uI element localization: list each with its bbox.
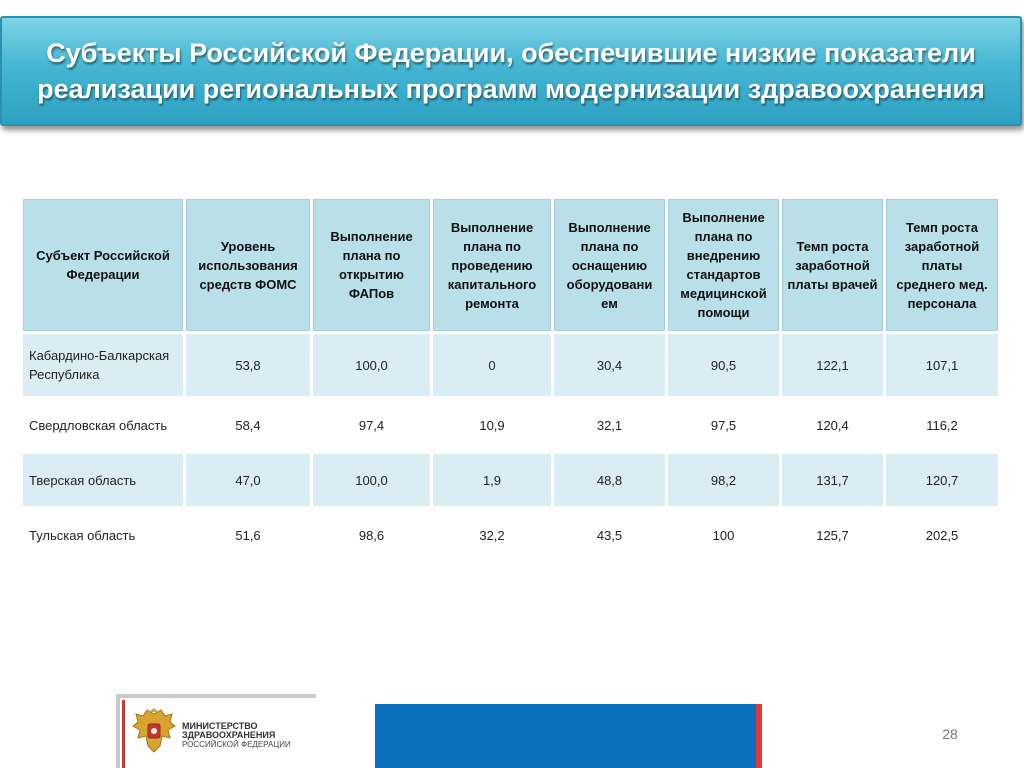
table-row: [23, 334, 998, 396]
table-row: [23, 454, 998, 506]
title-line-1: Субъекты Российской Федерации, обеспечившие низкие показатели: [46, 38, 976, 68]
header-nurse-salary: Темп роста заработной платы среднего мед. персонала: [886, 199, 998, 331]
table-cell: 97,4: [313, 399, 430, 451]
footer-blue-block: [375, 704, 756, 768]
table-cell: 51,6: [186, 509, 310, 561]
ministry-line-3: РОССИЙСКОЙ ФЕДЕРАЦИИ: [182, 740, 291, 749]
ministry-line-1: МИНИСТЕРСТВО: [182, 721, 258, 731]
header-equipment: Выполнение плана по оснащению оборудовани ем: [554, 199, 665, 331]
table-cell: 1,9: [433, 454, 551, 506]
table-row: [23, 399, 998, 451]
double-headed-eagle-emblem-icon: [132, 708, 176, 758]
table-cell: 122,1: [782, 334, 883, 396]
ministry-line-2: ЗДРАВООХРАНЕНИЯ: [182, 730, 276, 740]
table-cell: 125,7: [782, 509, 883, 561]
header-subject: Субъект Российской Федерации: [23, 199, 183, 331]
indicators-table-container: [20, 196, 998, 564]
header-standards: Выполнение плана по внедрению стандартов медицинской помощи: [668, 199, 779, 331]
header-foms-usage: Уровень использования средств ФОМС: [186, 199, 310, 331]
header-fap-opening: Выполнение плана по открытию ФАПов: [313, 199, 430, 331]
table-cell: 107,1: [886, 334, 998, 396]
footer-red-stripe: [756, 704, 762, 768]
table-cell: 131,7: [782, 454, 883, 506]
table-cell: 100,0: [313, 454, 430, 506]
table-cell: 98,6: [313, 509, 430, 561]
region-name: Тверская область: [23, 454, 183, 506]
table-cell: 120,7: [886, 454, 998, 506]
ministry-logo-text: [182, 722, 322, 749]
table-cell: 100,0: [313, 334, 430, 396]
region-name: Свердловская область: [23, 399, 183, 451]
table-cell: 48,8: [554, 454, 665, 506]
table-row: [23, 509, 998, 561]
table-cell: 32,1: [554, 399, 665, 451]
page-number: 28: [942, 726, 958, 742]
table-cell: 0: [433, 334, 551, 396]
table-cell: 43,5: [554, 509, 665, 561]
header-doctor-salary: Темп роста заработной платы врачей: [782, 199, 883, 331]
table-cell: 202,5: [886, 509, 998, 561]
table-cell: 97,5: [668, 399, 779, 451]
table-cell: 58,4: [186, 399, 310, 451]
region-name: Кабардино-Балкарская Республика: [23, 334, 183, 396]
table-cell: 53,8: [186, 334, 310, 396]
title-banner: [0, 16, 1022, 126]
table-cell: 30,4: [554, 334, 665, 396]
table-cell: 116,2: [886, 399, 998, 451]
title-line-2: реализации региональных программ модернизации здравоохранения: [37, 74, 985, 104]
table-cell: 90,5: [668, 334, 779, 396]
table-cell: 120,4: [782, 399, 883, 451]
indicators-table: [20, 196, 1001, 564]
table-header-row: [23, 199, 998, 331]
header-capital-repair: Выполнение плана по проведению капитального ремонта: [433, 199, 551, 331]
table-cell: 10,9: [433, 399, 551, 451]
table-cell: 32,2: [433, 509, 551, 561]
table-cell: 47,0: [186, 454, 310, 506]
table-cell: 98,2: [668, 454, 779, 506]
region-name: Тульская область: [23, 509, 183, 561]
table-cell: 100: [668, 509, 779, 561]
